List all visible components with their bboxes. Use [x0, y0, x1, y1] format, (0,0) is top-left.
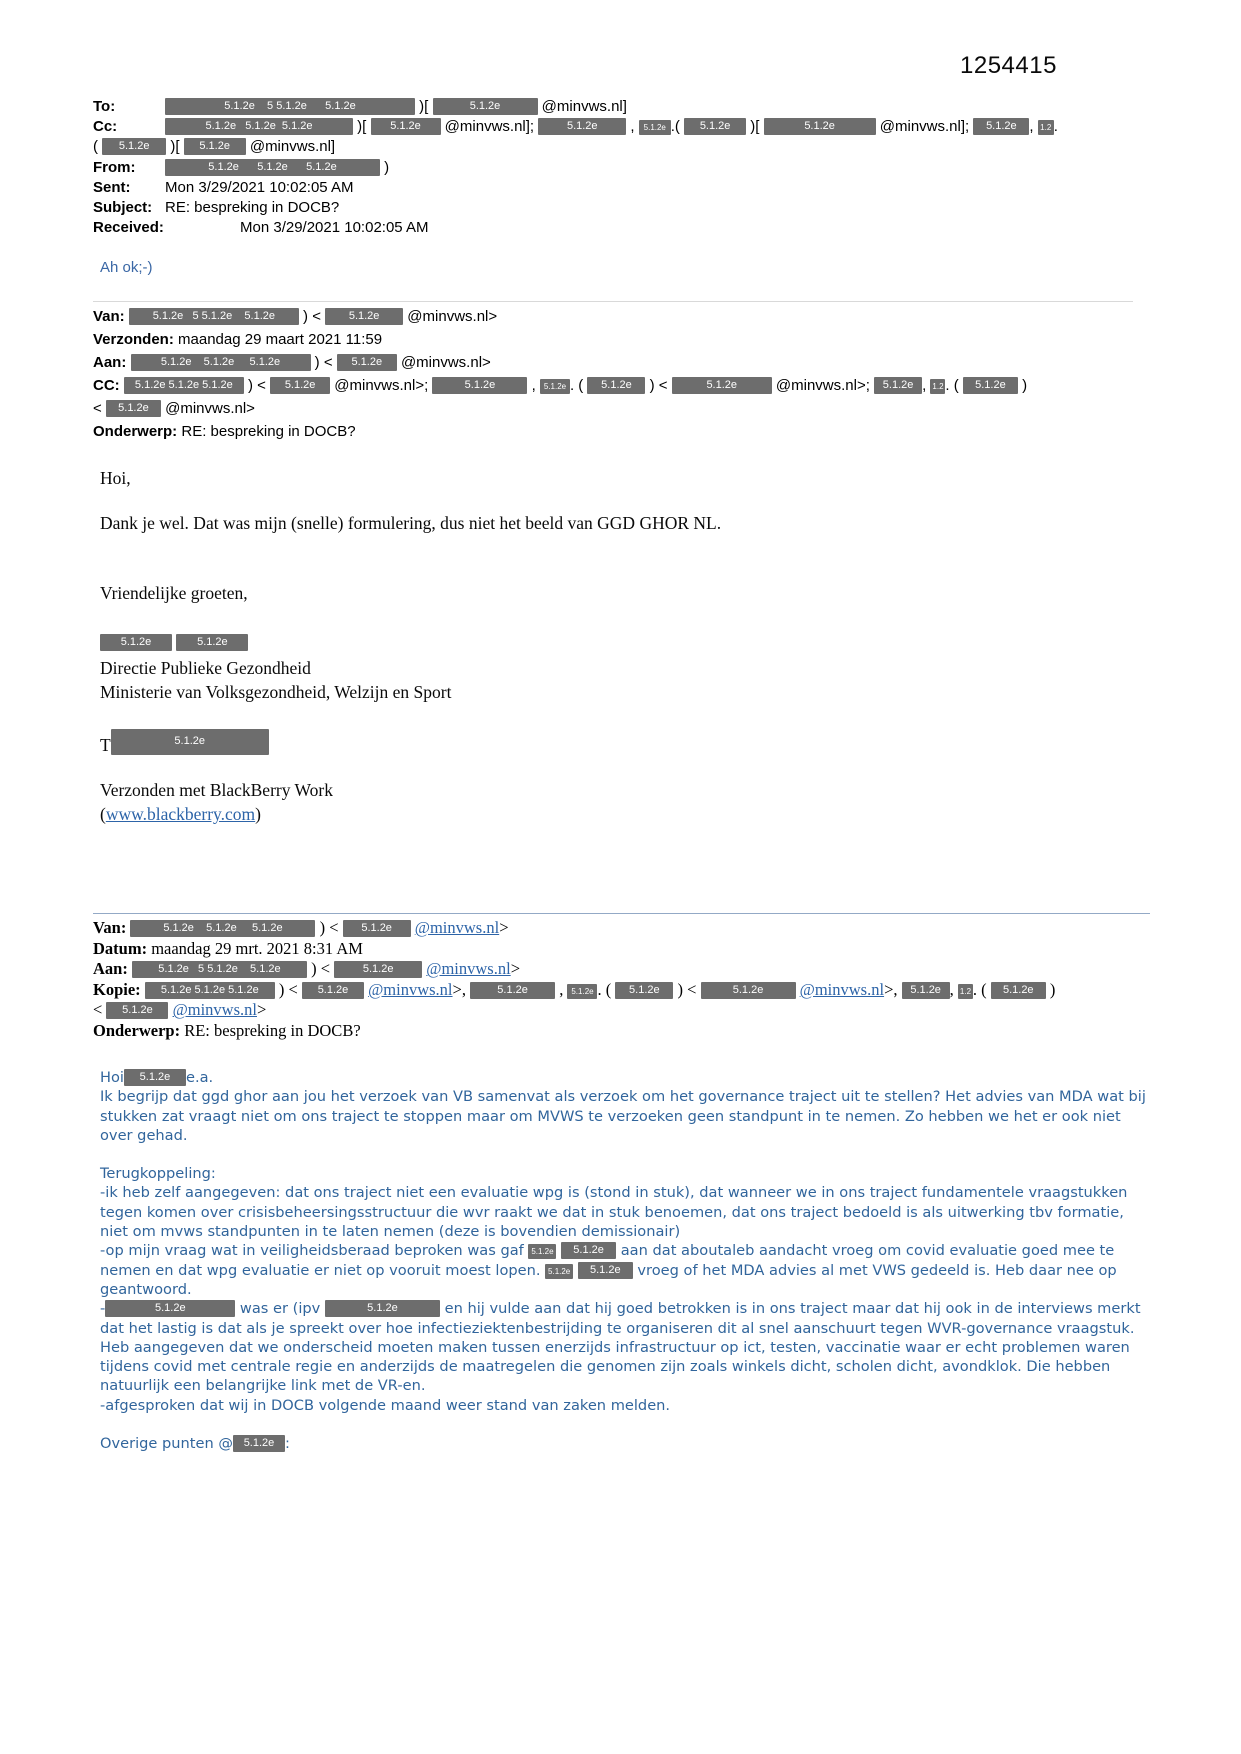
redaction-box: 5.1.2e [545, 1264, 573, 1279]
redaction-box: 5.1.2e 5.1.2e 5.1.2e [145, 982, 275, 999]
message-line [100, 680, 1100, 704]
redaction-box: 5.1.2e [567, 984, 597, 999]
field-value: Hoi, [100, 468, 131, 488]
divider-line [93, 301, 1133, 302]
email-header-row [93, 158, 1183, 178]
quoted-header-row [93, 939, 1183, 960]
redaction-box: 5.1.2e [587, 377, 645, 394]
message-line [100, 629, 1100, 653]
email-header-row [93, 97, 1183, 117]
redaction-box: 5.1.2e [578, 1262, 633, 1279]
field-value: maandag 29 mrt. 2021 8:31 AM [147, 938, 363, 958]
hyperlink[interactable]: @minvws.nl [426, 959, 511, 979]
redaction-box: 5.1.2e [874, 377, 922, 394]
field-value: < 5.1.2e @minvws.nl> [93, 1000, 267, 1020]
message-line [100, 1241, 1148, 1299]
field-value: 5.1.2e 5 5.1.2e 5.1.2e ) < 5.1.2e @minvws.nl> [125, 308, 497, 325]
redaction-box: 5.1.2e [615, 982, 673, 999]
message-line [100, 1164, 1148, 1183]
divider-line-blue [93, 913, 1150, 914]
message-line [100, 1183, 1148, 1241]
email-header-row [93, 117, 1183, 137]
field-label: Aan: [93, 354, 127, 371]
redaction-box: 5.1.2e [176, 634, 248, 651]
field-value: -op mijn vraag wat in veiligheidsberaad beproken was gaf 5.1.2e 5.1.2e aan dat aboutaleb aandacht vroeg om covid evaluatie goed mee te nemen en dat wpg evaluatie er niet op vooruit moest lopen. 5.1.2e 5.1.2e vroeg of het MDA advies al met VWS gedeeld is. Heb daar nee op geantwoord. [100, 1242, 1117, 1298]
field-value: Verzonden met BlackBerry Work [100, 780, 333, 800]
redaction-box: 5.1.2e 5.1.2e 5.1.2e [165, 118, 353, 135]
redaction-box: 5.1.2e [432, 377, 527, 394]
email-header-row [93, 137, 1183, 157]
redaction-box: 5.1.2e 5 5.1.2e 5.1.2e [129, 308, 299, 325]
email-header-row [93, 218, 1183, 238]
message-line [100, 1299, 1148, 1395]
redaction-box: 5.1.2e 5.1.2e 5.1.2e [124, 377, 244, 394]
redaction-box: 5.1.2e 5 5.1.2e 5.1.2e [132, 961, 307, 978]
redaction-box: 5.1.2e [561, 1242, 616, 1259]
hyperlink[interactable]: www.blackberry.com [105, 804, 256, 824]
field-value: RE: bespreking in DOCB? [165, 199, 340, 217]
message-line [100, 729, 1100, 757]
field-value: RE: bespreking in DOCB? [180, 1020, 361, 1040]
redaction-box: 5.1.2e [672, 377, 772, 394]
quoted-header-row [93, 328, 1183, 351]
redaction-box: 5.1.2e [105, 1300, 235, 1317]
field-value: 5.1.2e 5.1.2e 5.1.2e ) < 5.1.2e @minvws.nl> [126, 918, 508, 937]
redaction-box: 5.1.2e [540, 379, 570, 394]
redaction-box: 5.1.2e [764, 118, 876, 135]
field-value: RE: bespreking in DOCB? [177, 423, 356, 440]
redaction-box: 5.1.2e 5.1.2e 5.1.2e [130, 920, 315, 937]
field-value: - 5.1.2e was er (ipv 5.1.2e en hij vulde aan dat hij goed betrokken is in ons traject maar dat hij ook in de interviews merkt dat het lastig is dat als je spreekt over hoe infectieziektenbestrijding te organiseren dit al snel aanschuurt tegen WVR-governance vraagstuk. Heb aangegeven dat we onderscheid moeten maken tussen enerzijds infrastructuur op ict, testen, vaccinatie waar er echt problemen waren tijdens covid met centrale regie en anderzijds de maatregelen die genomen zijn zoals winkels dicht, scholen dicht, avondklok. Die hebben natuurlijk een belangrijke link met de VR-en. [100, 1300, 1141, 1395]
field-value: 5.1.2e 5.1.2e 5.1.2e )[ 5.1.2e @minvws.nl]; 5.1.2e , 5.1.2e .( 5.1.2e )[ 5.1.2e @minvws.nl]; 5.1.2e , 1.2 . [165, 117, 1058, 137]
field-label: Verzonden: [93, 331, 174, 348]
field-value: 5.1.2e 5.1.2e 5.1.2e ) < 5.1.2e @minvws.nl>; 5.1.2e , 5.1.2e . ( 5.1.2e ) < 5.1.2e @minvws.nl>; 5.1.2e , 1.2 . ( 5.1.2e ) [120, 377, 1027, 394]
field-label: Onderwerp: [93, 1020, 181, 1040]
redaction-box: 5.1.2e [102, 138, 166, 155]
message-line [100, 466, 1100, 490]
hyperlink[interactable]: @minvws.nl [172, 1000, 257, 1020]
quoted-header-row [93, 351, 1183, 374]
quoted-header-row [93, 1000, 1183, 1021]
field-label: From: [93, 158, 136, 176]
quoted-header-row [93, 1021, 1183, 1042]
field-value: 5.1.2e 5 5.1.2e 5.1.2e ) < 5.1.2e @minvws.nl> [128, 959, 520, 978]
redaction-box: 5.1.2e [334, 961, 422, 978]
redaction-box: 5.1.2e [337, 354, 397, 371]
message-line [100, 1087, 1148, 1145]
field-value: < 5.1.2e @minvws.nl> [93, 400, 255, 417]
field-label: Sent: [93, 178, 131, 196]
redaction-box: 1.2 [930, 379, 945, 394]
field-value: Mon 3/29/2021 10:02:05 AM [165, 178, 354, 196]
field-value: 5.1.2e 5.1.2e 5.1.2e ) < 5.1.2e @minvws.nl> [126, 354, 490, 371]
redaction-box: 5.1.2e [106, 400, 161, 417]
quoted-header-row [93, 420, 1183, 443]
redaction-box: 5.1.2e [963, 377, 1018, 394]
hyperlink[interactable]: @minvws.nl [368, 979, 453, 999]
quoted-header-row [93, 980, 1183, 1001]
redaction-box: 5.1.2e [433, 98, 538, 115]
redaction-box: 5.1.2e [100, 634, 172, 651]
field-label: Cc: [93, 118, 118, 136]
hyperlink[interactable]: @minvws.nl [414, 918, 500, 937]
message-line [100, 656, 1100, 680]
redaction-box: 1.2 [958, 984, 973, 999]
quoted-header-row [93, 918, 1183, 939]
redaction-box: 5.1.2e [991, 982, 1046, 999]
redaction-box: 5.1.2e [270, 377, 330, 394]
redaction-box: 5.1.2e [902, 982, 950, 999]
redaction-box: 5.1.2e [302, 982, 364, 999]
message-line [100, 778, 1100, 802]
redaction-box: 5.1.2e [343, 920, 411, 937]
redaction-box: 5.1.2e [106, 1002, 168, 1019]
redaction-box: 5.1.2e [233, 1435, 285, 1452]
message-line [100, 802, 1100, 826]
field-value: Directie Publieke Gezondheid [100, 658, 311, 678]
quoted-header-row [93, 959, 1183, 980]
redaction-box: 5.1.2e [325, 1300, 440, 1317]
redaction-box: 5.1.2e 5 5.1.2e 5.1.2e [165, 98, 415, 115]
field-label: Van: [93, 308, 125, 325]
field-value: ( 5.1.2e )[ 5.1.2e @minvws.nl] [93, 138, 336, 156]
redaction-box: 5.1.2e [684, 118, 746, 135]
redaction-box: 5.1.2e [184, 138, 246, 155]
message-line [100, 511, 1100, 535]
redaction-box: 5.1.2e [538, 118, 626, 135]
field-label: To: [93, 98, 116, 115]
field-value: Hoi 5.1.2e e.a. [100, 1069, 214, 1086]
field-label: Received: [93, 219, 164, 237]
field-label: Onderwerp: [93, 423, 178, 440]
field-label: Subject: [93, 199, 153, 217]
email-header-row [93, 198, 1183, 218]
field-label: Datum: [93, 938, 148, 958]
quoted-header-row [93, 305, 1183, 328]
redaction-box: 5.1.2e [111, 729, 269, 755]
field-value: 5.1.2e 5.1.2e 5.1.2e ) [165, 158, 389, 178]
redaction-box: 5.1.2e 5.1.2e 5.1.2e [165, 159, 380, 176]
redaction-box: 5.1.2e [639, 120, 671, 135]
field-label: Kopie: [93, 979, 141, 999]
field-value [100, 631, 248, 651]
field-value: -ik heb zelf aangegeven: dat ons traject niet een evaluatie wpg is (stond in stuk), dat wanneer we in ons traject fundamentele vraagstukken tegen komen over crisisbeheersingsstructuur die wvr raakt we dat in stuk benoemen, dat ons traject bedoeld is als uitwerking tbv formatie, niet om mvws standpunten in te laten nemen (deze is bovendien demissionair) [100, 1184, 1128, 1241]
field-value: Overige punten @ 5.1.2e : [100, 1435, 290, 1453]
field-value: Mon 3/29/2021 10:02:05 AM [240, 219, 429, 237]
field-value: Vriendelijke groeten, [100, 583, 248, 603]
message-line [100, 1396, 1148, 1415]
field-value: Terugkoppeling: [100, 1165, 216, 1183]
hyperlink[interactable]: @minvws.nl [799, 979, 885, 999]
message-line [100, 581, 1100, 605]
field-value: 5.1.2e 5.1.2e 5.1.2e ) < 5.1.2e @minvws.nl>, 5.1.2e , 5.1.2e . ( 5.1.2e ) < 5.1.2e @minvws.nl>, 5.1.2e , 1.2 . ( 5.1.2e ) [141, 980, 1056, 999]
quoted-header-row [93, 374, 1183, 397]
quoted-header-block-2 [93, 918, 1183, 1042]
field-label: Van: [93, 918, 127, 937]
field-label: CC: [93, 377, 120, 394]
quoted-header-block-1 [93, 305, 1183, 443]
email-header-block [93, 97, 1183, 238]
field-value: T 5.1.2e [100, 735, 269, 755]
redaction-box: 5.1.2e [973, 118, 1029, 135]
redaction-box: 1.2 [1038, 120, 1054, 135]
redaction-box: 5.1.2e [528, 1244, 556, 1259]
reply-message-text: Ah ok;-) [100, 259, 153, 276]
field-value: Dank je wel. Dat was mijn (snelle) formulering, dus niet het beeld van GGD GHOR NL. [100, 513, 722, 533]
email-header-row [93, 178, 1183, 198]
field-value: Ministerie van Volksgezondheid, Welzijn en Sport [100, 682, 452, 702]
redaction-box: 5.1.2e [124, 1069, 186, 1086]
field-label: Aan: [93, 959, 128, 979]
redaction-box: 5.1.2e [470, 982, 555, 999]
quoted-header-row [93, 397, 1183, 420]
message-body-serif [100, 466, 1100, 826]
field-value: maandag 29 maart 2021 11:59 [173, 331, 383, 348]
field-value: Ik begrijp dat ggd ghor aan jou het verzoek van VB samenvat als verzoek om het governance traject uit te stellen? Het advies van MDA wat bij stukken zat vraagt niet om ons traject te stoppen maar om MVWS te verzoeken geen standpunt in te nemen. Zo hebben we het er ook niet over gehad. [100, 1088, 1146, 1144]
message-line [100, 1068, 1148, 1087]
redaction-box: 5.1.2e 5.1.2e 5.1.2e [131, 354, 311, 371]
field-value: 5.1.2e 5 5.1.2e 5.1.2e )[ 5.1.2e @minvws.nl] [165, 97, 627, 117]
message-body-blue [100, 1068, 1148, 1453]
field-value: -afgesproken dat wij in DOCB volgende maand weer stand van zaken melden. [100, 1396, 671, 1414]
redaction-box: 5.1.2e [701, 982, 796, 999]
redaction-box: 5.1.2e [371, 118, 441, 135]
field-value: (www.blackberry.com) [100, 804, 261, 824]
redaction-box: 5.1.2e [325, 308, 403, 325]
message-line [100, 1434, 1148, 1453]
document-number: 1254415 [960, 52, 1057, 79]
